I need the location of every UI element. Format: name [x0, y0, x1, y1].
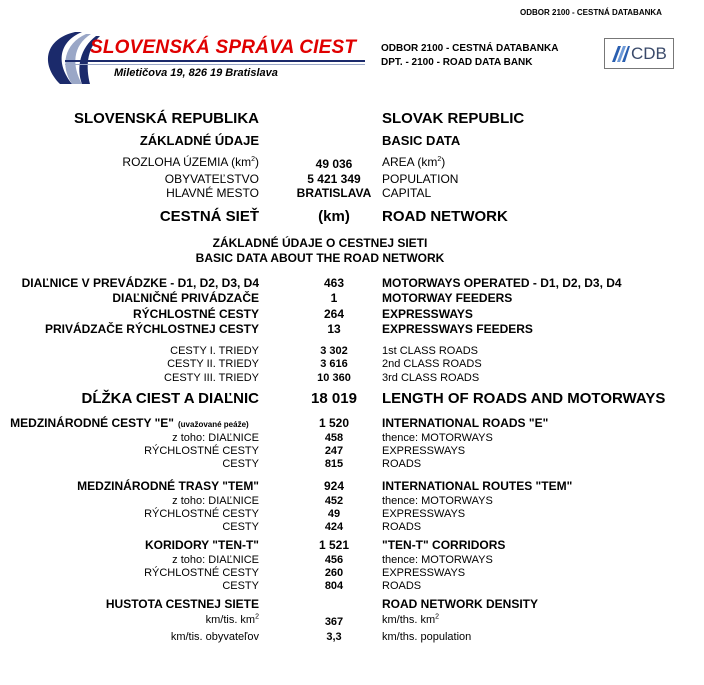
department-sk: ODBOR 2100 - CESTNÁ DATABANKA	[381, 43, 559, 54]
row-label-sk: KORIDORY "TEN-T"	[144, 538, 259, 552]
density-pop-value: 3,3	[326, 631, 342, 643]
row-value: 49	[327, 508, 341, 520]
row-label-sk: CESTY	[222, 580, 259, 592]
cdb-logo	[604, 38, 674, 69]
row-label-sk: CESTY	[222, 458, 259, 470]
row-label-en: 2nd CLASS ROADS	[382, 358, 482, 370]
density-sk: HUSTOTA CESTNEJ SIETE	[105, 597, 259, 611]
density-area-value: 367	[324, 616, 344, 628]
capital-value: BRATISLAVA	[296, 186, 372, 200]
row-label-sk: RÝCHLOSTNÉ CESTY	[144, 508, 259, 520]
row-value: 10 360	[317, 372, 351, 384]
row-value: 3 616	[320, 358, 348, 370]
density-en: ROAD NETWORK DENSITY	[382, 597, 538, 611]
row-value: 264	[323, 307, 345, 321]
density-area-label-sk: km/tis. $km^2$	[205, 613, 259, 626]
row-label-en: "TEN-T" CORRIDORS	[382, 538, 506, 552]
row-label-sk: z toho: DIAĽNICE	[172, 554, 259, 566]
row-label-en: INTERNATIONAL ROADS "E"	[382, 416, 549, 430]
row-label-sk: RÝCHLOSTNÉ CESTY	[144, 445, 259, 457]
row-label-sk: CESTY I. TRIEDY	[170, 345, 259, 357]
population-value: 5 421 349	[307, 172, 361, 186]
row-value: 1 520	[318, 416, 350, 430]
road-network-sk: CESTNÁ SIEŤ	[159, 208, 259, 225]
row-value: 260	[324, 567, 344, 579]
area-label-sk: ROZLOHA ÚZEMIA $(km^2)$	[122, 155, 259, 169]
row-value: 452	[324, 495, 344, 507]
capital-label-en: CAPITAL	[382, 186, 432, 200]
row-label-sk: DIAĽNICE V PREVÁDZKE - D1, D2, D3, D4	[21, 276, 259, 290]
row-value: 247	[324, 445, 344, 457]
row-label-sk: CESTY II. TRIEDY	[167, 358, 259, 370]
row-label-sk: CESTY III. TRIEDY	[164, 372, 259, 384]
row-label-en: thence: MOTORWAYS	[382, 554, 493, 566]
road-network-en: ROAD NETWORK	[382, 208, 508, 225]
country-sk: SLOVENSKÁ REPUBLIKA	[73, 110, 259, 127]
length-sk: DĹŽKA CIEST A DIAĽNIC	[81, 390, 259, 407]
row-value: 815	[324, 458, 344, 470]
row-value: 458	[324, 432, 344, 444]
road-network-unit: (km)	[318, 208, 350, 225]
cdb-logo-text: CDB	[631, 44, 667, 63]
row-value: 13	[327, 322, 341, 336]
row-label-sk: z toho: DIAĽNICE	[172, 495, 259, 507]
country-en: SLOVAK REPUBLIC	[382, 110, 525, 127]
row-label-sk: MEDZINÁRODNÉ CESTY "E"	[10, 416, 174, 430]
row-label-en: ROADS	[382, 458, 422, 470]
row-label-sk: PRIVÁDZAČE RÝCHLOSTNEJ CESTY	[44, 322, 259, 336]
basic-data-sk: ZÁKLADNÉ ÚDAJE	[139, 133, 259, 148]
top-reference: ODBOR 2100 - CESTNÁ DATABANKA	[520, 8, 662, 17]
organization-address: Miletičova 19, 826 19 Bratislava	[114, 67, 278, 79]
capital-label-sk: HLAVNÉ MESTO	[166, 186, 259, 200]
length-value: 18 019	[311, 390, 357, 407]
organization-name: SLOVENSKÁ SPRÁVA CIEST	[90, 37, 357, 58]
road-network-subtitle-en: BASIC DATA ABOUT THE ROAD NETWORK	[195, 251, 445, 265]
department-en: DPT. - 2100 - ROAD DATA BANK	[381, 57, 533, 68]
row-value: 456	[324, 554, 344, 566]
row-label-sk: z toho: DIAĽNICE	[172, 432, 259, 444]
row-value: 424	[324, 521, 344, 533]
row-label-en: EXPRESSWAYS FEEDERS	[382, 322, 533, 336]
row-value: 463	[323, 276, 345, 290]
density-pop-label-en: km/ths. population	[382, 631, 472, 643]
cdb-mark-icon	[612, 46, 630, 62]
row-label-sk: CESTY	[222, 521, 259, 533]
row-label-sk: MEDZINÁRODNÉ TRASY "TEM"	[77, 479, 259, 493]
row-value: 924	[323, 479, 345, 493]
row-label-en: thence: MOTORWAYS	[382, 432, 493, 444]
row-label-en: EXPRESSWAYS	[382, 567, 466, 579]
row-label-en: INTERNATIONAL ROUTES "TEM"	[382, 479, 573, 493]
row-label-en: 1st CLASS ROADS	[382, 345, 478, 357]
row-label-en: MOTORWAYS OPERATED - D1, D2, D3, D4	[382, 276, 622, 290]
row-value: 804	[324, 580, 344, 592]
length-en: LENGTH OF ROADS AND MOTORWAYS	[382, 390, 666, 407]
row-label-sk: RÝCHLOSTNÉ CESTY	[132, 307, 259, 321]
row-label-en: ROADS	[382, 521, 422, 533]
road-network-subtitle-sk: ZÁKLADNÉ ÚDAJE O CESTNEJ SIETI	[212, 236, 428, 250]
row-value: 3 302	[320, 345, 348, 357]
row-label-en: ROADS	[382, 580, 422, 592]
row-label-en: 3rd CLASS ROADS	[382, 372, 480, 384]
area-label-en: AREA $(km^2)$	[382, 155, 446, 169]
row-label-sk: RÝCHLOSTNÉ CESTY	[144, 567, 259, 579]
basic-data-en: BASIC DATA	[382, 133, 461, 148]
row-label-en: EXPRESSWAYS	[382, 508, 466, 520]
area-value: 49 036	[315, 157, 353, 171]
row-label-en: thence: MOTORWAYS	[382, 495, 493, 507]
route-group-note: (uvažované peáže)	[178, 420, 249, 429]
row-value: 1	[330, 291, 338, 305]
row-value: 1 521	[318, 538, 350, 552]
density-area-label-en: km/ths. $km^2$	[382, 613, 440, 626]
row-label-sk: DIAĽNIČNÉ PRIVÁDZAČE	[112, 291, 259, 305]
density-pop-label-sk: km/tis. obyvateľov	[170, 631, 259, 643]
row-label-en: EXPRESSWAYS	[382, 307, 473, 321]
row-label-en: MOTORWAY FEEDERS	[382, 291, 513, 305]
population-label-en: POPULATION	[382, 172, 459, 186]
population-label-sk: OBYVATEĽSTVO	[164, 172, 259, 186]
row-label-en: EXPRESSWAYS	[382, 445, 466, 457]
